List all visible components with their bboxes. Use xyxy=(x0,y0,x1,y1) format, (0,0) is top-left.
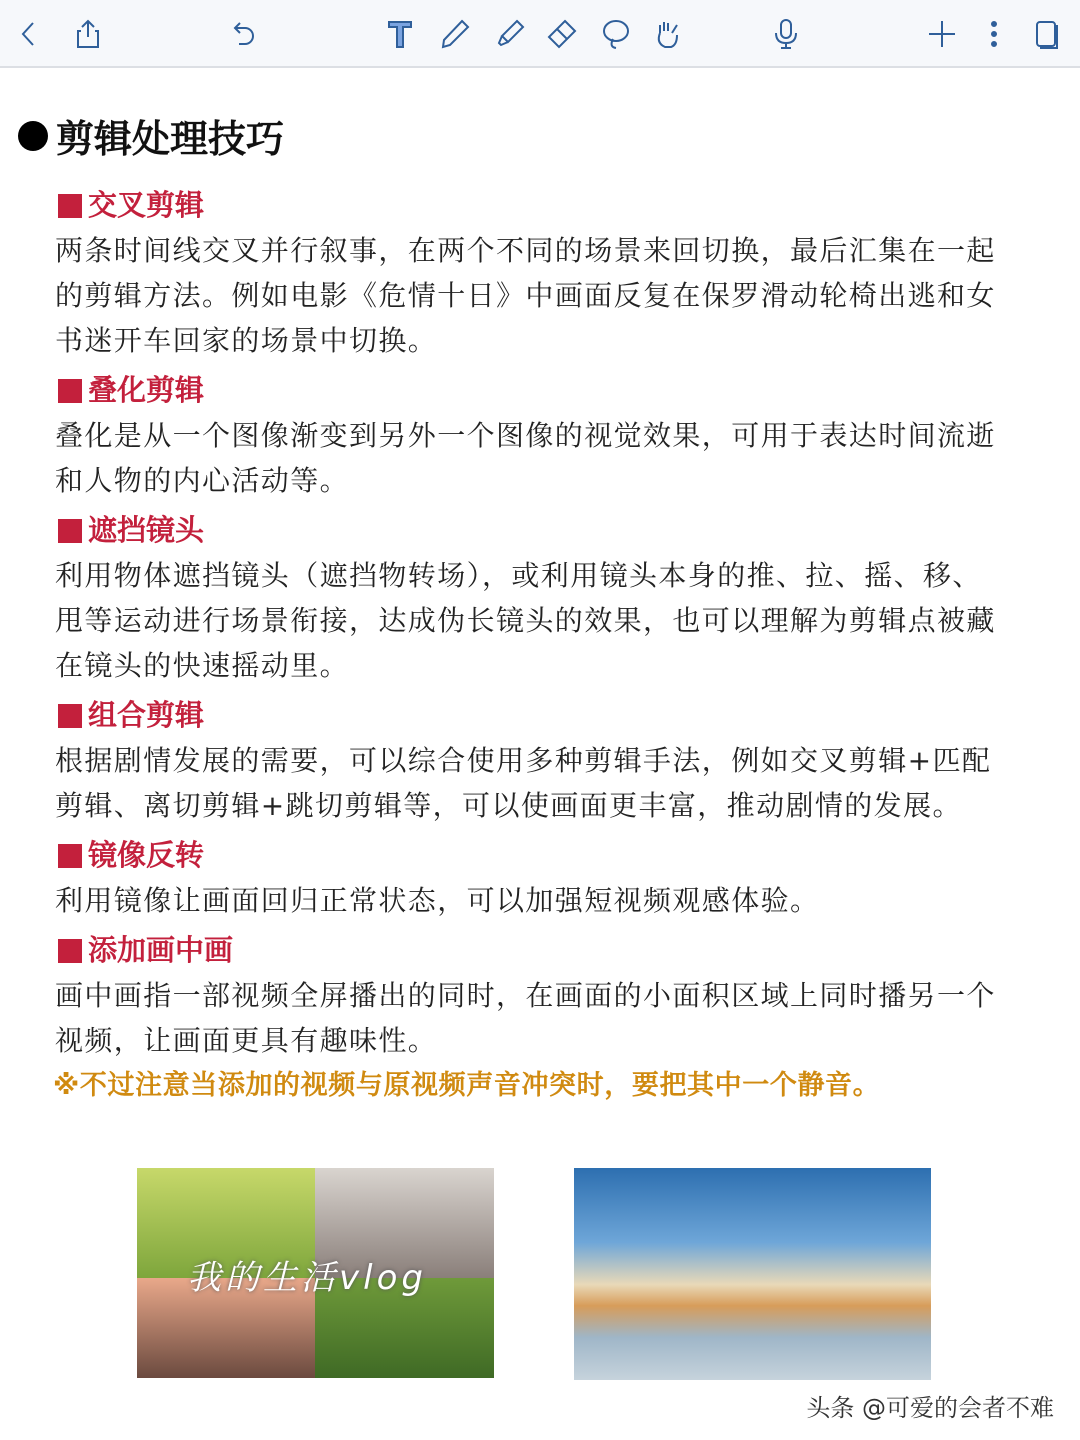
paragraph-line: 利用物体遮挡镜头（遮挡物转场），或利用镜头本身的推、拉、摇、移、 xyxy=(55,559,982,592)
image-overlay-text: 我的生活vlog xyxy=(187,1258,427,1298)
heading-text: 镜像反转 xyxy=(88,838,205,872)
winter-scene-image xyxy=(574,1168,931,1380)
paragraph-line: 两条时间线交叉并行叙事，在两个不同的场景来回切换，最后汇集在一起 xyxy=(55,234,996,267)
section-heading xyxy=(55,928,1035,973)
heading-text: 遮挡镜头 xyxy=(88,513,205,547)
heading-text: 添加画中画 xyxy=(88,933,234,967)
highlighter-icon[interactable] xyxy=(490,14,530,54)
pages-icon[interactable] xyxy=(1026,14,1066,54)
square-bullet-icon xyxy=(58,844,82,868)
eraser-icon[interactable] xyxy=(542,14,582,54)
section-heading xyxy=(55,693,1035,738)
paragraph-line: 和人物的内心活动等。 xyxy=(55,464,350,497)
paragraph-line: 在镜头的快速摇动里。 xyxy=(55,649,350,682)
heading-text: 交叉剪辑 xyxy=(88,188,205,222)
page-title xyxy=(18,108,284,163)
square-bullet-icon xyxy=(58,379,82,403)
back-icon[interactable] xyxy=(8,14,48,54)
square-bullet-icon xyxy=(58,194,82,218)
lasso-icon[interactable] xyxy=(596,14,636,54)
square-bullet-icon xyxy=(58,519,82,543)
section-heading xyxy=(55,183,1035,228)
add-icon[interactable] xyxy=(922,14,962,54)
heading-text: 组合剪辑 xyxy=(88,698,205,732)
more-icon[interactable] xyxy=(974,14,1014,54)
hand-icon[interactable] xyxy=(648,14,688,54)
square-bullet-icon xyxy=(58,704,82,728)
paragraph-line: 剪辑、离切剪辑+跳切剪辑等，可以使画面更丰富，推动剧情的发展。 xyxy=(55,789,962,822)
title-text: 剪辑处理技巧 xyxy=(56,117,285,161)
section-heading xyxy=(55,833,1035,878)
paragraph-line: 的剪辑方法。例如电影《危情十日》中画面反复在保罗滑动轮椅出逃和女 xyxy=(55,279,996,312)
square-bullet-icon xyxy=(58,939,82,963)
undo-icon[interactable] xyxy=(224,14,264,54)
toolbar xyxy=(0,0,1080,68)
paragraph-line: 根据剧情发展的需要，可以综合使用多种剪辑手法，例如交叉剪辑+匹配 xyxy=(55,744,992,777)
paragraph-line: 视频，让画面更具有趣味性。 xyxy=(55,1024,438,1057)
bullet-icon xyxy=(18,121,48,151)
watermark: 头条 @可爱的会者不难 xyxy=(806,1394,1054,1422)
section-heading xyxy=(55,508,1035,553)
share-icon[interactable] xyxy=(68,14,108,54)
mic-icon[interactable] xyxy=(766,14,806,54)
paragraph-line: 书迷开车回家的场景中切换。 xyxy=(55,324,438,357)
warning-note: ※不过注意当添加的视频与原视频声音冲突时，要把其中一个静音。 xyxy=(53,1070,881,1101)
heading-text: 叠化剪辑 xyxy=(88,373,205,407)
note-content xyxy=(55,178,1035,1108)
paragraph-line: 利用镜像让画面回归正常状态，可以加强短视频观感体验。 xyxy=(55,884,820,917)
vlog-image xyxy=(137,1168,494,1378)
paragraph-line: 甩等运动进行场景衔接，达成伪长镜头的效果，也可以理解为剪辑点被藏 xyxy=(55,604,996,637)
pen-icon[interactable] xyxy=(435,14,475,54)
paragraph-line: 叠化是从一个图像渐变到另外一个图像的视觉效果，可用于表达时间流逝 xyxy=(55,419,996,452)
section-heading xyxy=(55,368,1035,413)
text-icon[interactable] xyxy=(380,14,420,54)
paragraph-line: 画中画指一部视频全屏播出的同时，在画面的小面积区域上同时播另一个 xyxy=(55,979,996,1012)
